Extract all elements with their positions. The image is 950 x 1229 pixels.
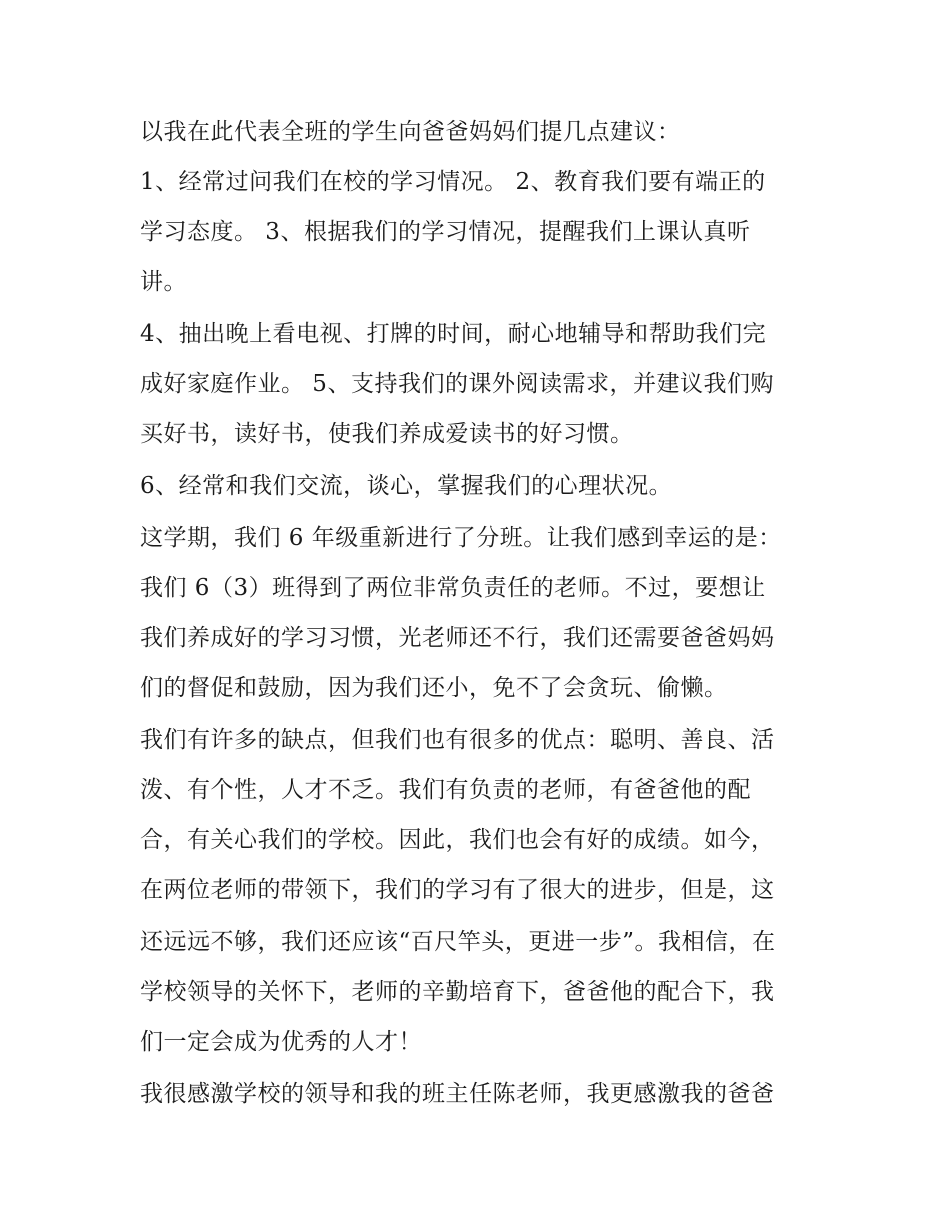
text-line: 合，有关心我们的学校。因此，我们也会有好的成绩。如今， bbox=[140, 827, 775, 853]
text-line: 成好家庭作业。 5、支持我们的课外阅读需求，并建议我们购 bbox=[140, 371, 774, 397]
text-line: 还远远不够，我们还应该“百尺竿头，更进一步”。我相信，在 bbox=[140, 929, 776, 955]
text-line: 我很感激学校的领导和我的班主任陈老师，我更感激我的爸爸 bbox=[140, 1081, 775, 1107]
text-line: 学校领导的关怀下，老师的辛勤培育下，爸爸他的配合下，我 bbox=[140, 979, 775, 1005]
text-line: 1、经常过问我们在校的学习情况。 2、教育我们要有端正的 bbox=[140, 169, 766, 195]
text-line: 我们养成好的学习习惯，光老师还不行，我们还需要爸爸妈妈 bbox=[140, 625, 775, 651]
text-line: 在两位老师的带领下，我们的学习有了很大的进步，但是，这 bbox=[140, 877, 775, 903]
text-line: 学习态度。 3、根据我们的学习情况，提醒我们上课认真听 bbox=[140, 219, 751, 245]
text-line: 6、经常和我们交流，谈心，掌握我们的心理状况。 bbox=[140, 473, 673, 499]
text-line: 这学期，我们 6 年级重新进行了分班。让我们感到幸运的是： bbox=[140, 525, 782, 551]
text-line: 泼、有个性，人才不乏。我们有负责的老师，有爸爸他的配 bbox=[140, 777, 751, 803]
text-line: 我们 6（3）班得到了两位非常负责任的老师。不过，要想让 bbox=[140, 575, 766, 601]
text-line: 4、抽出晚上看电视、打牌的时间，耐心地辅导和帮助我们完 bbox=[140, 321, 767, 347]
text-line: 我们有许多的缺点，但我们也有很多的优点：聪明、善良、活 bbox=[140, 727, 775, 753]
text-line: 买好书，读好书，使我们养成爱读书的好习惯。 bbox=[140, 421, 634, 447]
text-line: 以我在此代表全班的学生向爸爸妈妈们提几点建议： bbox=[140, 119, 681, 145]
text-line: 们的督促和鼓励，因为我们还小，免不了会贪玩、偷懒。 bbox=[140, 675, 728, 701]
text-line: 们一定会成为优秀的人才！ bbox=[140, 1029, 422, 1055]
text-line: 讲。 bbox=[140, 269, 187, 295]
